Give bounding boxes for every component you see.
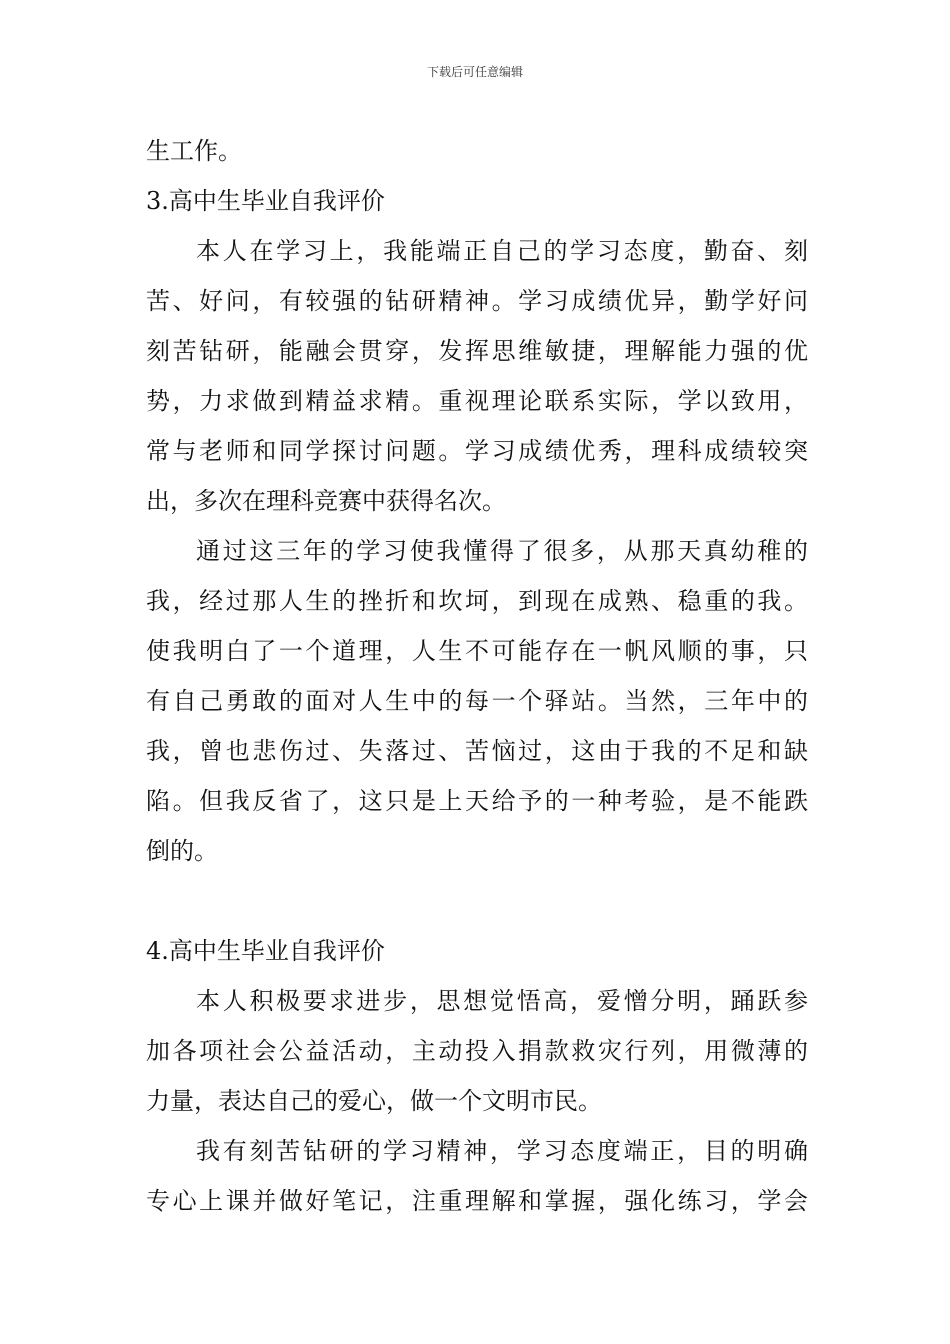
text-line: 本人在学习上，我能端正自己的学习态度，勤奋、刻 [196, 237, 808, 265]
text-line: 出，多次在理科竞赛中获得名次。 [146, 487, 506, 515]
text-line: 加各项社会公益活动，主动投入捐款救灾行列，用微薄的 [146, 1037, 808, 1065]
text-line: 生工作。 [146, 137, 242, 165]
text-line: 力量，表达自己的爱心，做一个文明市民。 [146, 1087, 602, 1115]
text-line: 通过这三年的学习使我懂得了很多，从那天真幼稚的 [196, 537, 808, 565]
section-heading-3: 3.高中生毕业自我评价 [146, 187, 385, 215]
text-line: 本人积极要求进步，思想觉悟高，爱憎分明，踊跃参 [196, 987, 808, 1015]
text-line: 陷。但我反省了，这只是上天给予的一种考验，是不能跌 [146, 787, 808, 815]
text-line: 我，曾也悲伤过、失落过、苦恼过，这由于我的不足和缺 [146, 737, 808, 765]
document-body [146, 126, 808, 1226]
text-line: 使我明白了一个道理，人生不可能存在一帆风顺的事，只 [146, 637, 808, 665]
text-line: 苦、好问，有较强的钻研精神。学习成绩优异，勤学好问 [146, 287, 808, 315]
page-header: 下载后可任意编辑 [426, 65, 523, 79]
section-heading-4: 4.高中生毕业自我评价 [146, 937, 385, 965]
text-line: 有自己勇敢的面对人生中的每一个驿站。当然，三年中的 [146, 687, 808, 715]
blank-line [146, 876, 808, 926]
text-line: 倒的。 [146, 837, 218, 865]
text-line: 我，经过那人生的挫折和坎坷，到现在成熟、稳重的我。 [146, 587, 808, 615]
text-line: 常与老师和同学探讨问题。学习成绩优秀，理科成绩较突 [146, 437, 808, 465]
text-line: 我有刻苦钻研的学习精神，学习态度端正，目的明确 [196, 1137, 808, 1165]
text-line: 专心上课并做好笔记，注重理解和掌握，强化练习，学会 [146, 1187, 808, 1215]
text-line: 势，力求做到精益求精。重视理论联系实际，学以致用， [146, 387, 808, 415]
text-line: 刻苦钻研，能融会贯穿，发挥思维敏捷，理解能力强的优 [146, 337, 808, 365]
